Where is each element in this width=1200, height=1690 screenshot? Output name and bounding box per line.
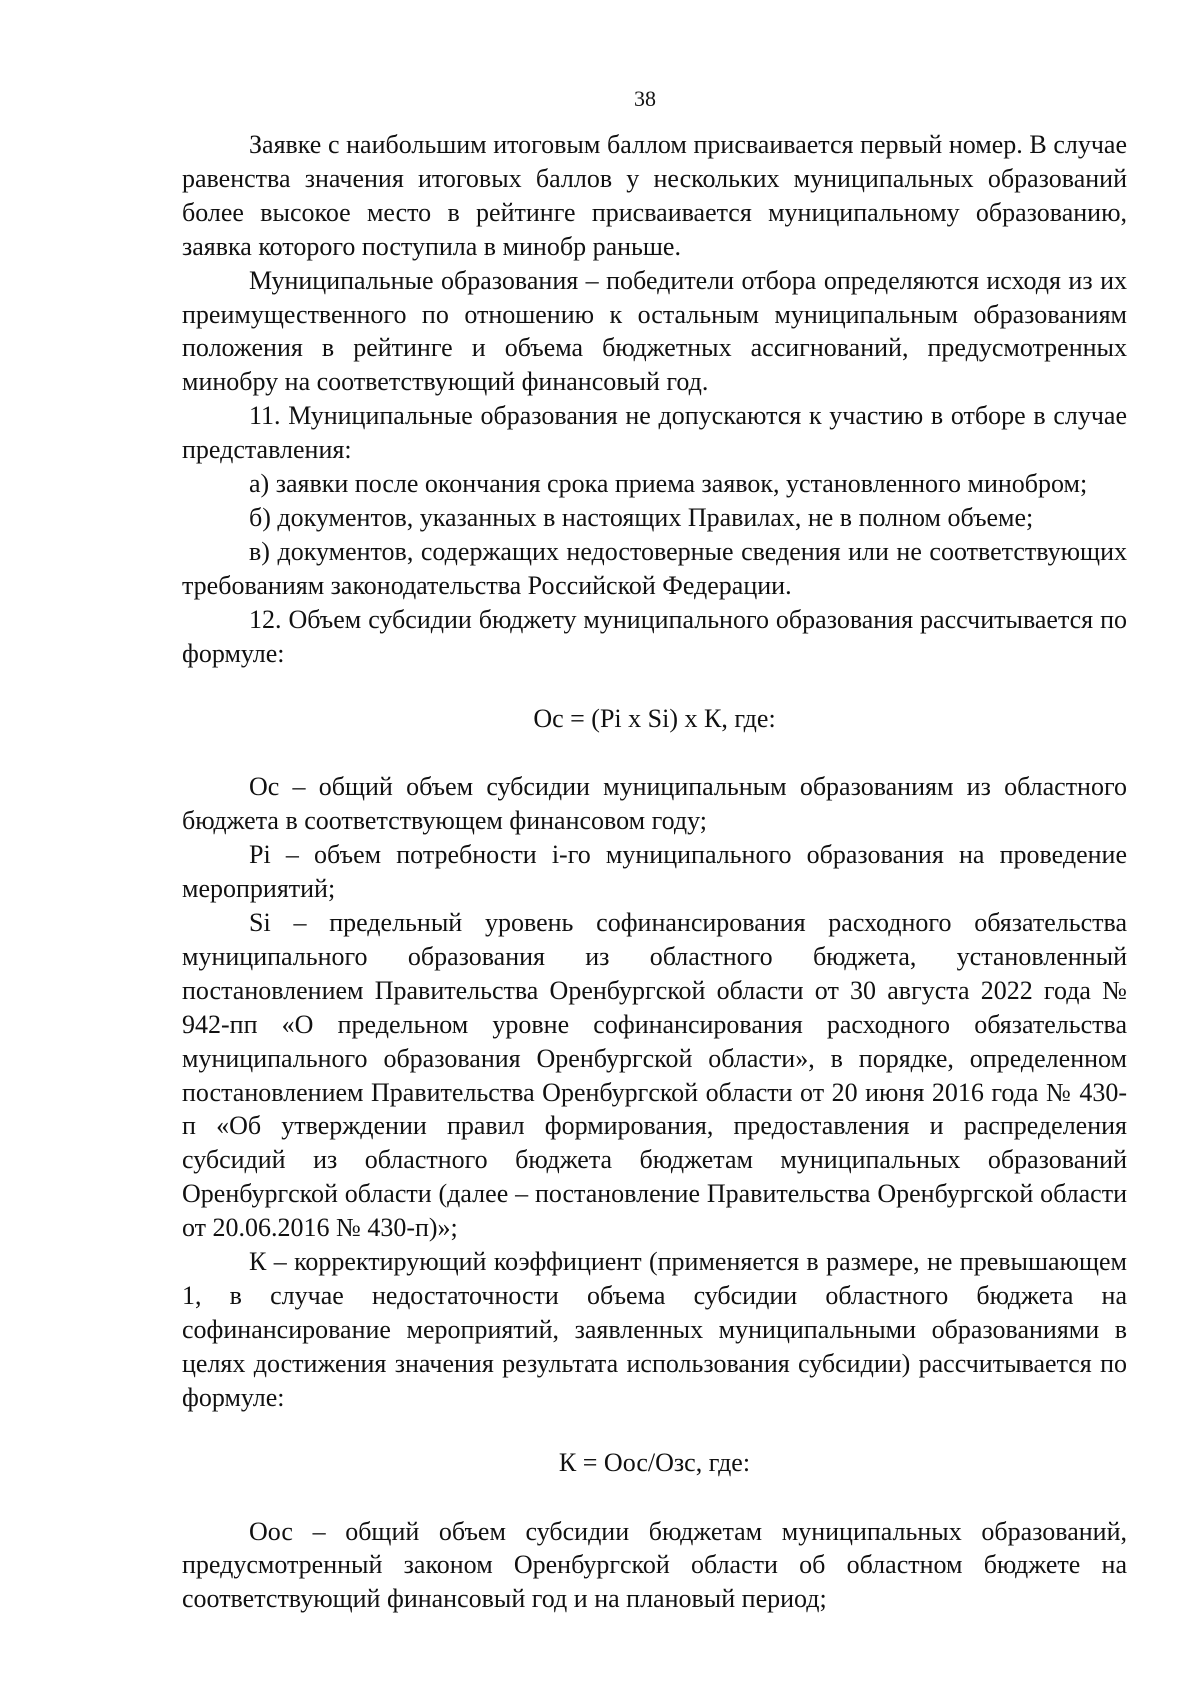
formula-subsidy: Ос = (Pi x Si) x К, где:: [533, 703, 776, 733]
formula-correction-coefficient: К = Оос/Озс, где:: [558, 1447, 751, 1477]
definition-k: К – корректирующий коэффициент (применяется в размере, не превышающем 1, в случае недостаточности объема субсидии областного бюджета на софинансирование мероприятий, заявленных муниципальными образованиями в целях достижения значения результата использования субсидии) рассчитывается по формуле:: [182, 1247, 1127, 1412]
paragraph-11b: б) документов, указанных в настоящих Правилах, не в полном объеме;: [249, 502, 1034, 532]
page-number: 38: [634, 86, 656, 111]
paragraph-ranking-first-number: Заявке с наибольшим итоговым баллом присваивается первый номер. В случае равенства значения итоговых баллов у нескольких муниципальных образований более высокое место в рейтинге присваивается муниципальному образованию, заявка которого поступила в минобр раньше.: [182, 130, 1127, 261]
paragraph-12-subsidy-volume: 12. Объем субсидии бюджету муниципального образования рассчитывается по формуле:: [182, 604, 1127, 668]
paragraph-11v: в) документов, содержащих недостоверные сведения или не соответствующих требованиям законодательства Российской Федерации.: [182, 536, 1127, 600]
paragraph-winners-determination: Муниципальные образования – победители отбора определяются исходя из их преимущественного по отношению к остальным муниципальным образованиям положения в рейтинге и объема бюджетных ассигнований, предусмотренных минобру на соответствующий финансовый год.: [182, 265, 1127, 397]
definition-os: Ос – общий объем субсидии муниципальным образованиям из областного бюджета в соответствующем финансовом году;: [182, 772, 1127, 836]
definition-si: Si – предельный уровень софинансирования расходного обязательства муниципального образования из областного бюджета, установленный постановлением Правительства Оренбургской области от 30 августа 2022 года № 942-пп «О предельном уровне софинансирования расходного обязательства муниципального образования Оренбургской области», в порядке, определенном постановлением Правительства Оренбургской области от 20 июня 2016 года № 430-п «Об утверждении правил формирования, предоставления и распределения субсидий из областного бюджета бюджетам муниципальных образований Оренбургской области (далее – постановление Правительства Оренбургской области от 20.06.2016 № 430-п)»;: [182, 908, 1127, 1243]
definition-pi: Pi – объем потребности i-го муниципального образования на проведение мероприятий;: [182, 840, 1127, 904]
definition-oos: Оос – общий объем субсидии бюджетам муниципальных образований, предусмотренный законом Оренбургской области об областном бюджете на соответствующий финансовый год и на плановый период;: [182, 1516, 1127, 1614]
document-body: [182, 128, 1127, 1616]
paragraph-11-not-admitted: 11. Муниципальные образования не допускаются к участию в отборе в случае представления:: [182, 401, 1127, 465]
paragraph-11a: а) заявки после окончания срока приема заявок, установленного минобром;: [249, 469, 1088, 499]
